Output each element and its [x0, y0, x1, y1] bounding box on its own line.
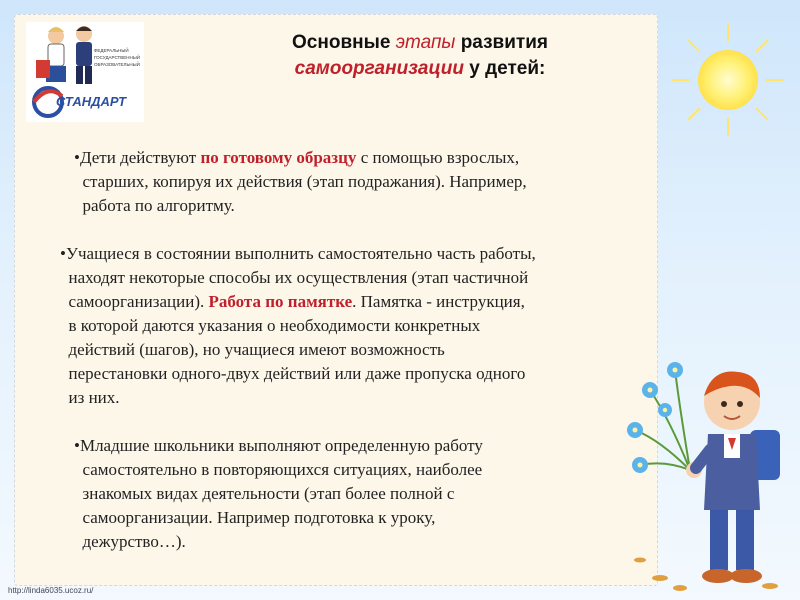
bullet-line: [60, 266, 536, 290]
text-segment: работа по алгоритму.: [74, 196, 235, 215]
bullet-line: [60, 362, 536, 386]
highlight-phrase: по готовому образцу: [200, 148, 357, 167]
logo-caption-3: ОБРАЗОВАТЕЛЬНЫЙ: [94, 62, 140, 67]
bullet-line: [60, 290, 536, 314]
bullet-line: [60, 386, 536, 410]
bullet-full-stage: [74, 434, 483, 554]
sun-illustration: [668, 20, 788, 140]
text-segment: действий (шагов), но учащиеся имеют возможность: [60, 340, 445, 359]
logo-caption-1: ФЕДЕРАЛЬНЫЙ: [94, 48, 129, 53]
text-segment: . Памятка - инструкция,: [352, 292, 525, 311]
text-segment: в которой даются указания о необходимости конкретных: [60, 316, 481, 335]
highlight-phrase: Работа по памятке: [208, 292, 353, 311]
text-segment: знакомых видах деятельности (этап более полной с: [74, 484, 455, 503]
bullet-line: [74, 482, 483, 506]
text-segment: находят некоторые способы их осуществления (этап частичной: [60, 268, 529, 287]
bullet-line: [74, 194, 527, 218]
text-segment: дежурство…).: [74, 532, 186, 551]
bullet-line: [60, 338, 536, 362]
logo-brand-text: СТАНДАРТ: [56, 94, 127, 109]
text-segment: старших, копируя их действия (этап подражания). Например,: [74, 172, 527, 191]
bullet-line: [74, 170, 527, 194]
text-segment: •Младшие школьники выполняют определенную работу: [74, 436, 483, 455]
text-segment: самостоятельно в повторяющихся ситуациях, наиболее: [74, 460, 483, 479]
text-segment: перестановки одного-двух действий или даже пропуска одного: [60, 364, 526, 383]
title-line-2: самоорганизации у детей:: [294, 58, 546, 79]
bullet-line: [74, 530, 483, 554]
text-segment: с помощью взрослых,: [356, 148, 520, 167]
title-line-1: Основные этапы развития: [292, 32, 548, 53]
text-segment: •Учащиеся в состоянии выполнить самостоятельно часть работы,: [60, 244, 536, 263]
boy-with-flowers-illustration: [620, 350, 800, 600]
bullet-line: [74, 434, 483, 458]
bullet-line: [74, 506, 483, 530]
text-segment: •Дети действуют: [74, 148, 201, 167]
bullet-line: [60, 314, 536, 338]
bullet-imitation-stage: [74, 146, 527, 218]
footer-url: http://linda6035.ucoz.ru/: [8, 586, 94, 595]
bullet-line: [74, 146, 527, 170]
logo-caption-2: ГОСУДАРСТВЕННЫЙ: [94, 55, 141, 60]
fgos-standard-logo: [26, 22, 144, 122]
page-title: [200, 30, 640, 82]
bullet-line: [74, 458, 483, 482]
bullet-line: [60, 242, 536, 266]
bullet-partial-stage: [60, 242, 536, 410]
text-segment: самоорганизации. Например подготовка к уроку,: [74, 508, 436, 527]
text-segment: самоорганизации).: [60, 292, 209, 311]
text-segment: из них.: [60, 388, 120, 407]
